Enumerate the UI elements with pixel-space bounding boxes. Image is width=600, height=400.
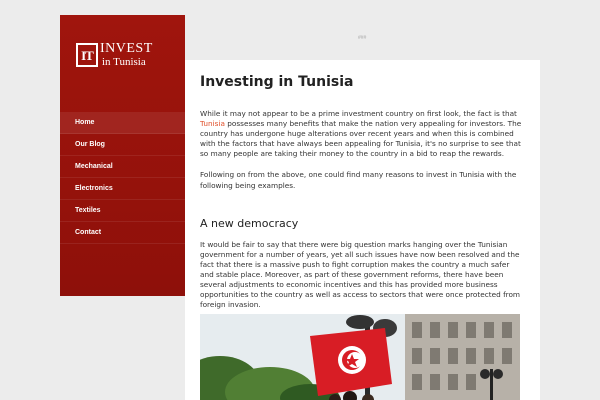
sidebar [60,15,185,296]
intro-text-before: While it may not appear to be a prime investment country on first look, the fact is that [200,109,517,118]
main-content [185,60,540,400]
intro-paragraph [200,109,522,159]
intro-text-after: possesses many benefits that make the nation very appealing for investors. The country has undergone huge alterations over recent years and when this is combined with the factors that have always been appealing for Tunisia, it's no surprise to see that so many people are taking their money to the country in a bid to reap the rewards. [200,119,522,159]
article-photo [200,314,520,400]
header-small-mark: ### [358,35,367,41]
page-title: Investing in Tunisia [200,74,354,90]
main-navigation [60,112,185,244]
nav-item-mechanical[interactable]: Mechanical [60,156,185,178]
tunisia-link[interactable]: Tunisia [200,119,225,129]
paragraph-2: Following on from the above, one could find many reasons to invest in Tunisia with the following being examples. [200,170,517,190]
nav-item-contact[interactable]: Contact [60,222,185,244]
paragraph-3: It would be fair to say that there were big question marks hanging over the Tunisian government for a number of years, yet all such issues have now been resolved and the fact that there is a massive push to fight corruption makes the country a much safer and stable place. Moreover, as part of these government reforms, there have been several adjustments to economic incentives and this has provided more business opportunities to the country as well as access to sectors that were once protected from foreign invasion. [200,239,521,310]
nav-item-our-blog[interactable]: Our Blog [60,134,185,156]
logo-line-2: in Tunisia [102,56,146,68]
site-logo[interactable] [76,43,153,69]
protest-photo-illustration [200,314,520,400]
nav-item-textiles[interactable]: Textiles [60,200,185,222]
logo-text [100,43,153,68]
article [200,74,522,310]
logo-mark-icon: IT [76,43,98,67]
nav-item-electronics[interactable]: Electronics [60,178,185,200]
section-heading: A new democracy [200,216,299,230]
nav-item-home[interactable]: Home [60,112,185,134]
logo-line-1: INVEST [100,41,153,56]
